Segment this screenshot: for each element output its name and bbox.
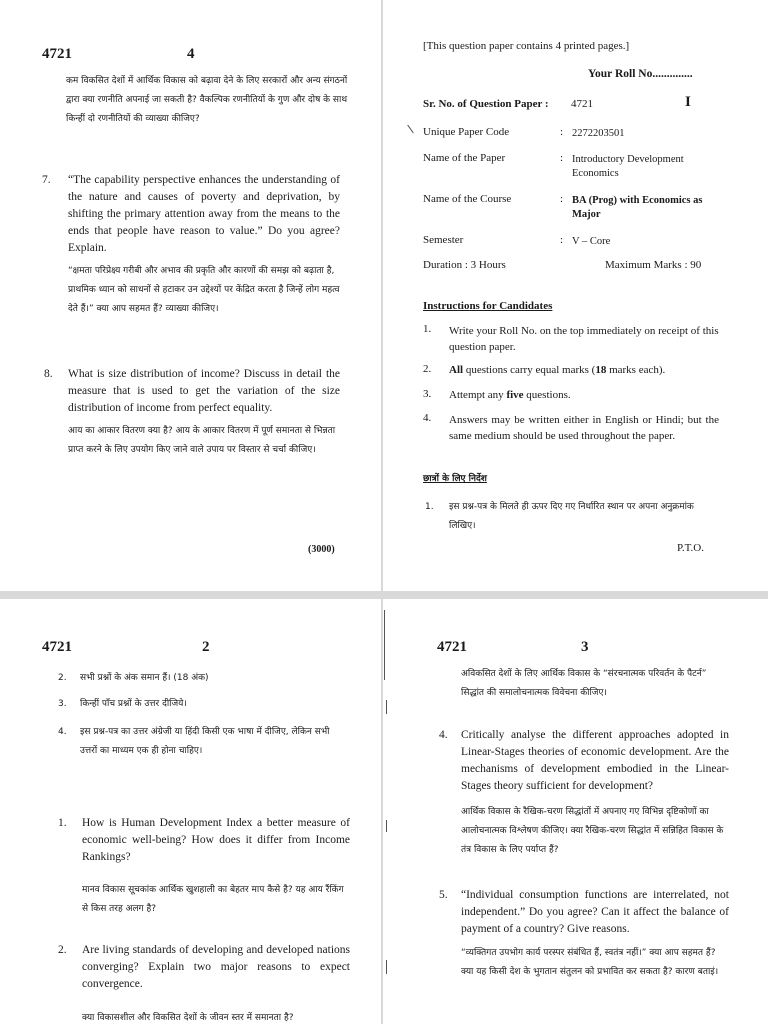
instruction-number: 3. <box>58 699 67 709</box>
page-number: 2 <box>202 639 210 655</box>
question-number: 1. <box>58 817 67 829</box>
instruction-number: 1. <box>425 502 434 512</box>
hindi-instruction-2: सभी प्रश्नों के अंक समान हैं। (18 अंक) <box>80 673 209 683</box>
question-2-hindi: क्या विकासशील और विकसित देशों के जीवन स्तर में समानता है? <box>82 1013 294 1023</box>
instruction-number: 2. <box>423 363 432 375</box>
fold-line <box>384 610 385 680</box>
detail-colon: : <box>560 193 564 205</box>
detail-colon: : <box>560 126 564 138</box>
detail-value: BA (Prog) with Economics as Major <box>572 195 703 220</box>
detail-label: Name of the Paper <box>423 152 506 164</box>
detail-colon: : <box>560 152 564 164</box>
maximum-marks: Maximum Marks : 90 <box>605 259 702 271</box>
page-number: 3 <box>581 639 589 655</box>
question-4-hindi: आर्थिक विकास के रैखिक-चरण सिद्धांतों में अपनाए गए विभिन्न दृष्टिकोणों का आलोचनात्मक विश्लेषण कीजिए। क्या रैखिक-चरण सिद्धांत में सन्निहित विकास के तंत्र विकास के लिए पर्याप्त हैं? <box>461 807 724 855</box>
question-1-hindi: मानव विकास सूचकांक आर्थिक खुशहाली का बेहतर माप कैसे है? यह आय रैंकिंग से किस तरह अलग है? <box>82 885 344 914</box>
question-number: 5. <box>439 889 448 901</box>
question-number: 4. <box>439 729 448 741</box>
instruction-number: 4. <box>58 727 67 737</box>
page-1 <box>383 0 768 591</box>
detail-label: Unique Paper Code <box>423 126 510 138</box>
detail-value: V – Core <box>572 236 611 247</box>
page-2 <box>0 599 381 1024</box>
question-8-english: What is size distribution of income? Discuss in detail the measure that is used to get the variation of the size distribution of income from perfect equality. <box>68 368 340 414</box>
instruction-4: Answers may be written either in English or Hindi; but the same medium should be used throughout the paper. <box>449 414 719 442</box>
question-7-hindi: “क्षमता परिप्रेक्ष्य गरीबी और अभाव की प्रकृति और कारणों की समझ को बढ़ाता है, प्राथमिक ध्यान को साधनों से हटाकर उन उद्देश्यों पर केंद्रित करता है जिन्हें लोग महत्व देते हैं।” क्या आप सहमत हैं? व्याख्या कीजिए। <box>68 266 340 314</box>
page-3 <box>383 599 768 1024</box>
fold-line <box>386 700 387 714</box>
detail-value: 2272203501 <box>572 128 625 139</box>
instruction-number: 3. <box>423 388 432 400</box>
set-mark: I <box>685 94 691 110</box>
fold-line <box>386 820 387 832</box>
question-number: 2. <box>58 944 67 956</box>
fold-line <box>386 960 387 974</box>
pages-note: [This question paper contains 4 printed pages.] <box>423 40 630 52</box>
paper-number: 4721 <box>42 639 72 655</box>
question-number: 7. <box>42 174 51 186</box>
detail-colon: : <box>560 234 564 246</box>
hindi-instructions-heading: छात्रों के लिए निर्देश <box>423 474 487 484</box>
instruction-2: All questions carry equal marks (18 marks each). <box>449 364 666 376</box>
paper-number: 4721 <box>437 639 467 655</box>
paper-number: 4721 <box>42 46 72 62</box>
question-8-hindi: आय का आकार वितरण क्या है? आय के आकार वितरण में पूर्ण समानता से भिन्नता प्राप्त करने के लिए उपयोग किए जाने वाले उपाय पर विस्तार से चर्चा कीजिए। <box>68 426 336 455</box>
hindi-instruction-3: किन्हीं पाँच प्रश्नों के उत्तर दीजिये। <box>80 699 187 709</box>
roll-number: Your Roll No.............. <box>588 68 693 80</box>
copies-count: (3000) <box>308 544 335 555</box>
instruction-number: 4. <box>423 412 432 424</box>
intro-hindi: अविकसित देशों के लिए आर्थिक विकास के “संरचनात्मक परिवर्तन के पैटर्न” सिद्धांत की समालोचनात्मक विवेचना कीजिए। <box>461 669 707 698</box>
question-2-english: Are living standards of developing and developed nations converging? Explain two major reasons to expect convergence. <box>82 944 350 990</box>
detail-label: Name of the Course <box>423 193 512 205</box>
intro-hindi: कम विकसित देशों में आर्थिक विकास को बढ़ावा देने के लिए सरकारों और अन्य संगठनों द्वारा क्या रणनीति अपनाई जा सकती है? वैकल्पिक रणनीतियों के गुण और दोष के साथ किन्हीं दो रणनीतियों की व्याख्या कीजिए? <box>66 76 348 124</box>
instructions-heading: Instructions for Candidates <box>423 300 553 312</box>
instruction-number: 2. <box>58 673 67 683</box>
hindi-instruction-4: इस प्रश्न-पत्र का उत्तर अंग्रेजी या हिंदी किसी एक भाषा में दीजिए, लेकिन सभी उत्तरों का माध्यम एक ही होना चाहिए। <box>80 727 330 756</box>
question-4-english: Critically analyse the different approaches adopted in Linear-Stages theories of economic development. Are the mechanisms of development embodied in the Linear-Stages theory sufficient for development? <box>461 729 729 792</box>
instruction-3: Attempt any five questions. <box>449 389 571 401</box>
question-5-english: “Individual consumption functions are interrelated, not independent.” Do you agree? Can it affect the balance of payment of a country? Give reasons. <box>461 889 729 935</box>
page-number: 4 <box>187 46 195 62</box>
instruction-1: Write your Roll No. on the top immediately on receipt of this question paper. <box>449 325 719 353</box>
instruction-number: 1. <box>423 323 432 335</box>
detail-label: Semester <box>423 234 464 246</box>
please-turn-over: P.T.O. <box>677 542 704 554</box>
sr-no-label: Sr. No. of Question Paper : <box>423 98 549 110</box>
hindi-instruction-1: इस प्रश्न-पत्र के मिलते ही ऊपर दिए गए निर्धारित स्थान पर अपना अनुक्रमांक लिखिए। <box>449 502 694 531</box>
duration: Duration : 3 Hours <box>423 259 506 271</box>
question-1-english: How is Human Development Index a better measure of economic well-being? How does it differ from Income Rankings? <box>82 817 350 863</box>
page-4 <box>0 0 381 591</box>
detail-value: Introductory Development Economics <box>572 154 684 179</box>
question-number: 8. <box>44 368 53 380</box>
question-7-english: “The capability perspective enhances the understanding of the nature and causes of poverty and deprivation, by shifting the primary attention away from the means to the ends that people have reason to value.” Do you agree? Explain. <box>68 174 340 254</box>
question-5-hindi: “व्यक्तिगत उपभोग कार्य परस्पर संबंधित हैं, स्वतंत्र नहीं।” क्या आप सहमत हैं? क्या यह किसी देश के भुगतान संतुलन को प्रभावित कर सकता है? कारण बताइं। <box>461 948 719 977</box>
sr-no-value: 4721 <box>571 98 593 110</box>
